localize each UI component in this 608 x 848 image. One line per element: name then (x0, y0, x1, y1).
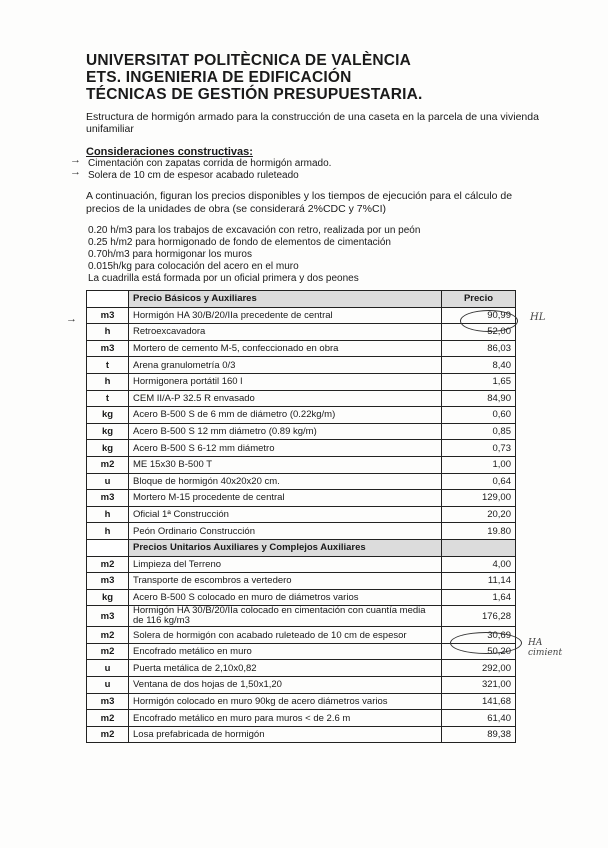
price-cell: 52,00 (442, 324, 516, 341)
handwritten-note: HA cimient (528, 638, 563, 658)
table-row (87, 490, 516, 507)
table-row (87, 390, 516, 407)
table-row (87, 693, 516, 710)
description-cell: Hormigón HA 30/B/20/IIa precedente de central (129, 307, 442, 324)
unit-cell: m3 (87, 573, 129, 590)
price-cell: 61,40 (442, 710, 516, 727)
price-cell: 0,64 (442, 473, 516, 490)
price-cell: 292,00 (442, 660, 516, 677)
price-cell: 30,69 (442, 627, 516, 644)
unit-cell: h (87, 373, 129, 390)
arrow-icon: → (70, 166, 81, 178)
unit-cell: m3 (87, 490, 129, 507)
description-cell: Peón Ordinario Construcción (129, 523, 442, 540)
unit-cell: m3 (87, 693, 129, 710)
table-row (87, 726, 516, 743)
arrow-icon: → (70, 154, 81, 166)
unit-cell: m2 (87, 726, 129, 743)
price-cell: 1,00 (442, 456, 516, 473)
table-row (87, 440, 516, 457)
description-cell: Hormigón HA 30/B/20/IIa colocado en cimentación con cuantía media de 116 kg/m3 (129, 606, 442, 627)
description-cell: Ventana de dos hojas de 1,50x1,20 (129, 677, 442, 694)
price-table (86, 290, 516, 743)
table-row (87, 373, 516, 390)
table-row (87, 423, 516, 440)
consideration-item: Solera de 10 cm de espesor acabado ruleteado (88, 170, 299, 181)
handwritten-note: HL (530, 312, 546, 323)
arrow-icon: → (66, 313, 77, 325)
complex-prices-body (87, 556, 516, 743)
unit-cell: m3 (87, 606, 129, 627)
description-cell: Acero B-500 S colocado en muro de diámetros varios (129, 589, 442, 606)
description-cell: ME 15x30 B-500 T (129, 456, 442, 473)
unit-cell: m2 (87, 556, 129, 573)
price-cell: 321,00 (442, 677, 516, 694)
course-title: TÉCNICAS DE GESTIÓN PRESUPUESTARIA. (86, 86, 423, 103)
time-item: La cuadrilla está formada por un oficial primera y dos peones (88, 273, 359, 284)
unit-cell: u (87, 660, 129, 677)
description-cell: Retroexcavadora (129, 324, 442, 341)
unit-cell: m2 (87, 627, 129, 644)
description-cell: Acero B-500 S 6-12 mm diámetro (129, 440, 442, 457)
description-cell: Mortero de cemento M-5, confeccionado en obra (129, 340, 442, 357)
unit-cell: h (87, 506, 129, 523)
description-cell: Acero B-500 S 12 mm diámetro (0.89 kg/m) (129, 423, 442, 440)
table-row (87, 523, 516, 540)
school-title: ETS. INGENIERIA DE EDIFICACIÓN (86, 69, 352, 86)
description-cell: CEM II/A-P 32.5 R envasado (129, 390, 442, 407)
description-cell: Hormigón colocado en muro 90kg de acero diámetros varios (129, 693, 442, 710)
description-cell: Encofrado metálico en muro para muros < de 2.6 m (129, 710, 442, 727)
prices-note-line-2: precios de la unidades de obra (se considerará 2%CDC y 7%CI) (86, 203, 386, 215)
consideration-item: Cimentación con zapatas corrida de hormigón armado. (88, 158, 332, 169)
table-row (87, 573, 516, 590)
complex-header-row (87, 539, 516, 556)
price-cell: 50,20 (442, 643, 516, 660)
price-cell: 20,20 (442, 506, 516, 523)
price-cell: 1,64 (442, 589, 516, 606)
table-row (87, 506, 516, 523)
unit-cell: m2 (87, 710, 129, 727)
table-row (87, 710, 516, 727)
price-cell: 11,14 (442, 573, 516, 590)
description-cell: Solera de hormigón con acabado ruleteado de 10 cm de espesor (129, 627, 442, 644)
table-row (87, 357, 516, 374)
price-cell: 90,99 (442, 307, 516, 324)
ink-circle (460, 310, 518, 332)
table-row (87, 677, 516, 694)
price-cell: 0,73 (442, 440, 516, 457)
price-cell: 8,40 (442, 357, 516, 374)
description-cell: Mortero M-15 procedente de central (129, 490, 442, 507)
description-cell: Puerta metálica de 2,10x0,82 (129, 660, 442, 677)
price-header: Precio (442, 291, 516, 308)
table-row (87, 456, 516, 473)
unit-cell: t (87, 390, 129, 407)
table-row (87, 606, 516, 627)
unit-cell: kg (87, 440, 129, 457)
basic-prices-header: Precio Básicos y Auxiliares (129, 291, 442, 308)
price-cell: 129,00 (442, 490, 516, 507)
table-row (87, 340, 516, 357)
time-item: 0.25 h/m2 para hormigonado de fondo de elementos de cimentación (88, 237, 391, 248)
table-row (87, 407, 516, 424)
unit-cell: kg (87, 423, 129, 440)
prices-note-line-1: A continuación, figuran los precios disponibles y los tiempos de ejecución para el cálculo de (86, 190, 513, 202)
table-row (87, 660, 516, 677)
price-cell: 86,03 (442, 340, 516, 357)
intro-line-2: unifamiliar (86, 123, 134, 135)
intro-line-1: Estructura de hormigón armado para la construcción de una caseta en la parcela de una vivienda (86, 111, 539, 123)
time-item: 0.015h/kg para colocación del acero en el muro (88, 261, 299, 272)
unit-cell: h (87, 324, 129, 341)
table-row (87, 473, 516, 490)
unit-cell: kg (87, 589, 129, 606)
unit-cell: u (87, 677, 129, 694)
description-cell: Limpieza del Terreno (129, 556, 442, 573)
price-cell: 0,60 (442, 407, 516, 424)
table-row (87, 324, 516, 341)
price-cell: 0,85 (442, 423, 516, 440)
price-cell: 4,00 (442, 556, 516, 573)
basic-prices-body (87, 307, 516, 539)
complex-prices-header: Precios Unitarios Auxiliares y Complejos Auxiliares (129, 539, 442, 556)
price-cell: 176,28 (442, 606, 516, 627)
description-cell: Arena granulometría 0/3 (129, 357, 442, 374)
description-cell: Hormigonera portátil 160 l (129, 373, 442, 390)
considerations-title: Consideraciones constructivas: (86, 146, 253, 158)
time-item: 0.20 h/m3 para los trabajos de excavación con retro, realizada por un peón (88, 225, 421, 236)
table-row (87, 307, 516, 324)
unit-cell: kg (87, 407, 129, 424)
description-cell: Encofrado metálico en muro (129, 643, 442, 660)
description-cell: Bloque de hormigón 40x20x20 cm. (129, 473, 442, 490)
table-row (87, 589, 516, 606)
description-cell: Losa prefabricada de hormigón (129, 726, 442, 743)
description-cell: Transporte de escombros a vertedero (129, 573, 442, 590)
description-cell: Acero B-500 S de 6 mm de diámetro (0.22kg/m) (129, 407, 442, 424)
price-cell: 141,68 (442, 693, 516, 710)
unit-cell: u (87, 473, 129, 490)
table-header-row (87, 291, 516, 308)
price-cell: 19.80 (442, 523, 516, 540)
unit-cell: m3 (87, 307, 129, 324)
table-row (87, 556, 516, 573)
unit-cell: m2 (87, 643, 129, 660)
unit-cell: h (87, 523, 129, 540)
description-cell: Oficial 1ª Construcción (129, 506, 442, 523)
university-title: UNIVERSITAT POLITÈCNICA DE VALÈNCIA (86, 52, 412, 69)
price-cell: 84,90 (442, 390, 516, 407)
unit-cell: m2 (87, 456, 129, 473)
ink-circle (450, 632, 522, 654)
unit-cell: t (87, 357, 129, 374)
time-item: 0.70h/m3 para hormigonar los muros (88, 249, 252, 260)
unit-cell: m3 (87, 340, 129, 357)
price-cell: 89,38 (442, 726, 516, 743)
price-cell: 1,65 (442, 373, 516, 390)
